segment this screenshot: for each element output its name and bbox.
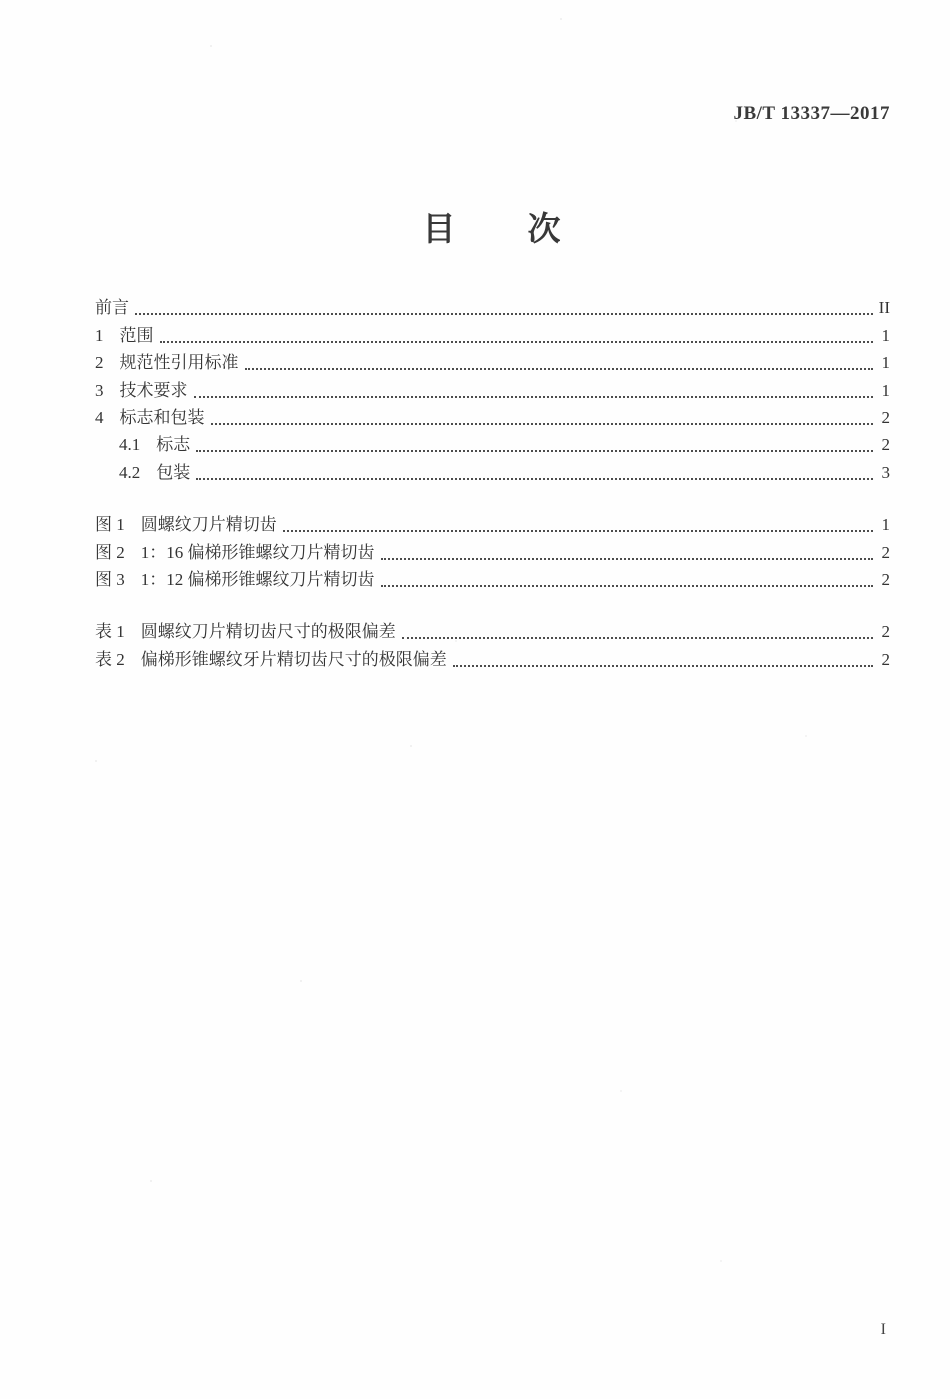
toc-entry-number: 1 — [95, 325, 104, 345]
toc-entry-number: 4.1 — [119, 435, 141, 455]
toc-entry-number: 图 1 — [95, 515, 125, 535]
toc-entry-label: 标志和包装 — [119, 407, 205, 427]
toc-entry — [95, 403, 890, 430]
toc-entry-number: 表 1 — [95, 622, 125, 642]
toc-entry-label: 圆螺纹刀片精切齿尺寸的极限偏差 — [140, 622, 396, 642]
toc-entry — [95, 457, 890, 484]
toc-entry-number: 表 2 — [95, 649, 125, 669]
toc-entry-label: 偏梯形锥螺纹牙片精切齿尺寸的极限偏差 — [140, 649, 447, 669]
toc-entry-label: 1：16 偏梯形锥螺纹刀片精切齿 — [140, 542, 375, 562]
toc-table-entry — [95, 617, 890, 644]
toc-entry — [95, 430, 890, 457]
table-of-contents — [95, 293, 890, 672]
toc-entry-label: 范围 — [119, 325, 154, 345]
toc-figure-entry — [95, 537, 890, 564]
standard-number: JB/T 13337—2017 — [733, 103, 890, 124]
toc-entry-page: 2 — [881, 649, 890, 669]
toc-entry-page: 1 — [881, 353, 890, 373]
toc-entry-page: II — [878, 298, 890, 318]
dot-leader — [453, 665, 873, 667]
toc-tables — [95, 617, 890, 672]
toc-entry-number: 图 3 — [95, 569, 125, 589]
toc-entry — [95, 375, 890, 402]
dot-leader — [283, 530, 873, 532]
dot-leader — [381, 585, 874, 587]
toc-entry-label: 1：12 偏梯形锥螺纹刀片精切齿 — [140, 569, 375, 589]
toc-entry-number: 2 — [95, 353, 104, 373]
toc-entry-page: 1 — [881, 325, 890, 345]
dot-leader — [135, 313, 873, 315]
toc-figure-entry — [95, 565, 890, 592]
scan-noise — [0, 0, 2, 2]
dot-leader — [196, 450, 873, 452]
toc-entry-label: 前言 — [95, 298, 129, 318]
toc-entry-label: 包装 — [156, 462, 191, 482]
page-title: 目 次 — [422, 212, 563, 248]
toc-entry-label: 圆螺纹刀片精切齿 — [140, 515, 277, 535]
dot-leader — [160, 341, 874, 343]
dot-leader — [196, 478, 873, 480]
toc-entry-label: 规范性引用标准 — [119, 353, 239, 373]
toc-entry-page: 2 — [881, 435, 890, 455]
dot-leader — [194, 396, 874, 398]
toc-figures — [95, 510, 890, 592]
toc-entry-page: 2 — [881, 407, 890, 427]
toc-entry-page: 2 — [881, 569, 890, 589]
toc-entry-number: 3 — [95, 380, 104, 400]
toc-entry-page: 2 — [881, 542, 890, 562]
dot-leader — [402, 637, 873, 639]
toc-entry-number: 4 — [95, 407, 104, 427]
toc-entry — [95, 348, 890, 375]
dot-leader — [211, 423, 874, 425]
toc-figure-entry — [95, 510, 890, 537]
toc-entry-number: 图 2 — [95, 542, 125, 562]
toc-entry-page: 2 — [881, 622, 890, 642]
dot-leader — [381, 558, 874, 560]
toc-entry-label: 技术要求 — [119, 380, 188, 400]
toc-entry-label: 标志 — [156, 435, 191, 455]
toc-table-entry — [95, 644, 890, 671]
toc-entry-number: 4.2 — [119, 462, 141, 482]
toc-entry — [95, 320, 890, 347]
toc-entry-page: 1 — [881, 380, 890, 400]
toc-entry-page: 1 — [881, 515, 890, 535]
dot-leader — [245, 368, 874, 370]
toc-sections — [95, 293, 890, 485]
toc-entry-page: 3 — [881, 462, 890, 482]
footer-page-number: I — [880, 1321, 886, 1338]
toc-entry — [95, 293, 890, 320]
